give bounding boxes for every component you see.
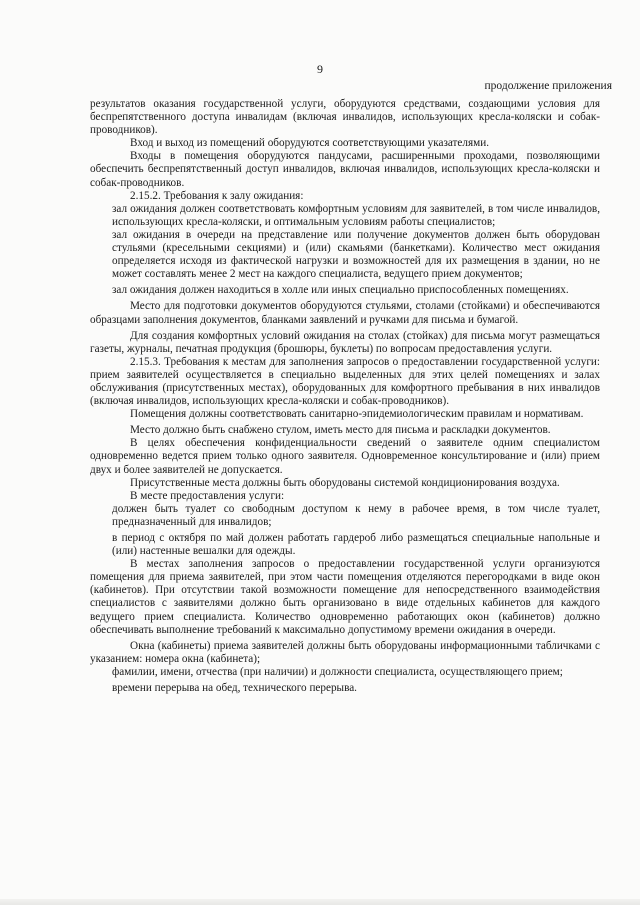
appendix-continuation-note: продолжение приложения bbox=[484, 80, 612, 92]
section-heading: 2.15.3. Требования к местам для заполнения запросов о предоставлении государственной услуги: прием заявителей осуществляется в специально выделенных для этих целей помещениях и залах обслуживания (присутственных местах), оборудованных для комфортного пребывания в них инвалидов (включая инвалидов, использующих кресла-коляски и собак-проводников). bbox=[90, 355, 600, 408]
list-item: времени перерыва на обед, технического перерыва. bbox=[112, 682, 357, 695]
paragraph: Для создания комфортных условий ожидания на столах (стойках) для письма могут размещаться газеты, журналы, печатная продукция (брошюры, буклеты) по вопросам предоставления услуги. bbox=[90, 329, 600, 355]
paragraph: В месте предоставления услуги: bbox=[130, 489, 285, 502]
paragraph: Вход и выход из помещений оборудуются соответствующими указателями. bbox=[130, 137, 489, 150]
paragraph: результатов оказания государственной услуги, оборудуются средствами, создающими условия для беспрепятственного доступа инвалидам (включая инвалидов, использующих кресла-коляски и собак-проводников). bbox=[90, 98, 600, 137]
paragraph: Место должно быть снабжено стулом, иметь место для письма и раскладки документов. bbox=[130, 424, 551, 437]
list-item: фамилии, имени, отчества (при наличии) и должности специалиста, осуществляющего прием; bbox=[112, 665, 563, 678]
page-number: 9 bbox=[317, 62, 323, 76]
paragraph: В целях обеспечения конфиденциальности сведений о заявителе одним специалистом одновременно ведется прием только одного заявителя. Одновременное консультирование и (или) прием двух и более заявителей не допускается. bbox=[90, 437, 600, 476]
list-item: зал ожидания должен находиться в холле или иных специально приспособленных помещениях. bbox=[112, 284, 569, 297]
paragraph: Входы в помещения оборудуются пандусами, расширенными проходами, позволяющими обеспечить беспрепятственный доступ инвалидов, включая инвалидов, использующих кресла-коляски и собак-проводников. bbox=[90, 150, 600, 189]
list-item: должен быть туалет со свободным доступом к нему в рабочее время, в том числе туалет, предназначенный для инвалидов; bbox=[112, 502, 600, 528]
list-item: зал ожидания в очереди на представление или получение документов должен быть оборудован стульями (кресельными секциями) и (или) скамьями (банкетками). Количество мест ожидания определяется исходя из фактической нагрузки и возможностей для их размещения в здании, но не может составлять менее 2 мест на каждого специалиста, ведущего прием документов; bbox=[112, 228, 600, 281]
list-item: зал ожидания должен соответствовать комфортным условиям для заявителей, в том числе инвалидов, использующих кресла-коляски, и оптимальным условиям работы специалистов; bbox=[112, 202, 600, 228]
list-item: в период с октября по май должен работать гардероб либо размещаться специальные напольные и (или) настенные вешалки для одежды. bbox=[112, 532, 600, 558]
paragraph: Окна (кабинеты) приема заявителей должны быть оборудованы информационными табличками с указанием: номера окна (кабинета); bbox=[90, 639, 600, 665]
paragraph: Место для подготовки документов оборудуются стульями, столами (стойками) и обеспечиваются образцами заполнения документов, бланками заявлений и ручками для письма и бумагой. bbox=[90, 300, 600, 326]
document-body bbox=[90, 98, 600, 695]
paragraph: В местах заполнения запросов о предоставлении государственной услуги организуются помещения для приема заявителей, при этом части помещения отделяются перегородками в виде окон (кабинетов). При отсутствии такой возможности помещение для непосредственного взаимодействия специалистов с заявителями должно быть организовано в виде отдельных кабинетов для каждого ведущего прием специалиста. Количество одновременно работающих окон (кабинетов) должно обеспечивать выполнение требований к максимально допустимому времени ожидания в очереди. bbox=[90, 558, 600, 636]
paragraph: Помещения должны соответствовать санитарно-эпидемиологическим правилам и нормативам. bbox=[130, 408, 584, 421]
section-heading: 2.15.2. Требования к залу ожидания: bbox=[130, 189, 304, 202]
paragraph: Присутственные места должны быть оборудованы системой кондиционирования воздуха. bbox=[130, 476, 560, 489]
scan-bottom-edge bbox=[0, 899, 640, 905]
